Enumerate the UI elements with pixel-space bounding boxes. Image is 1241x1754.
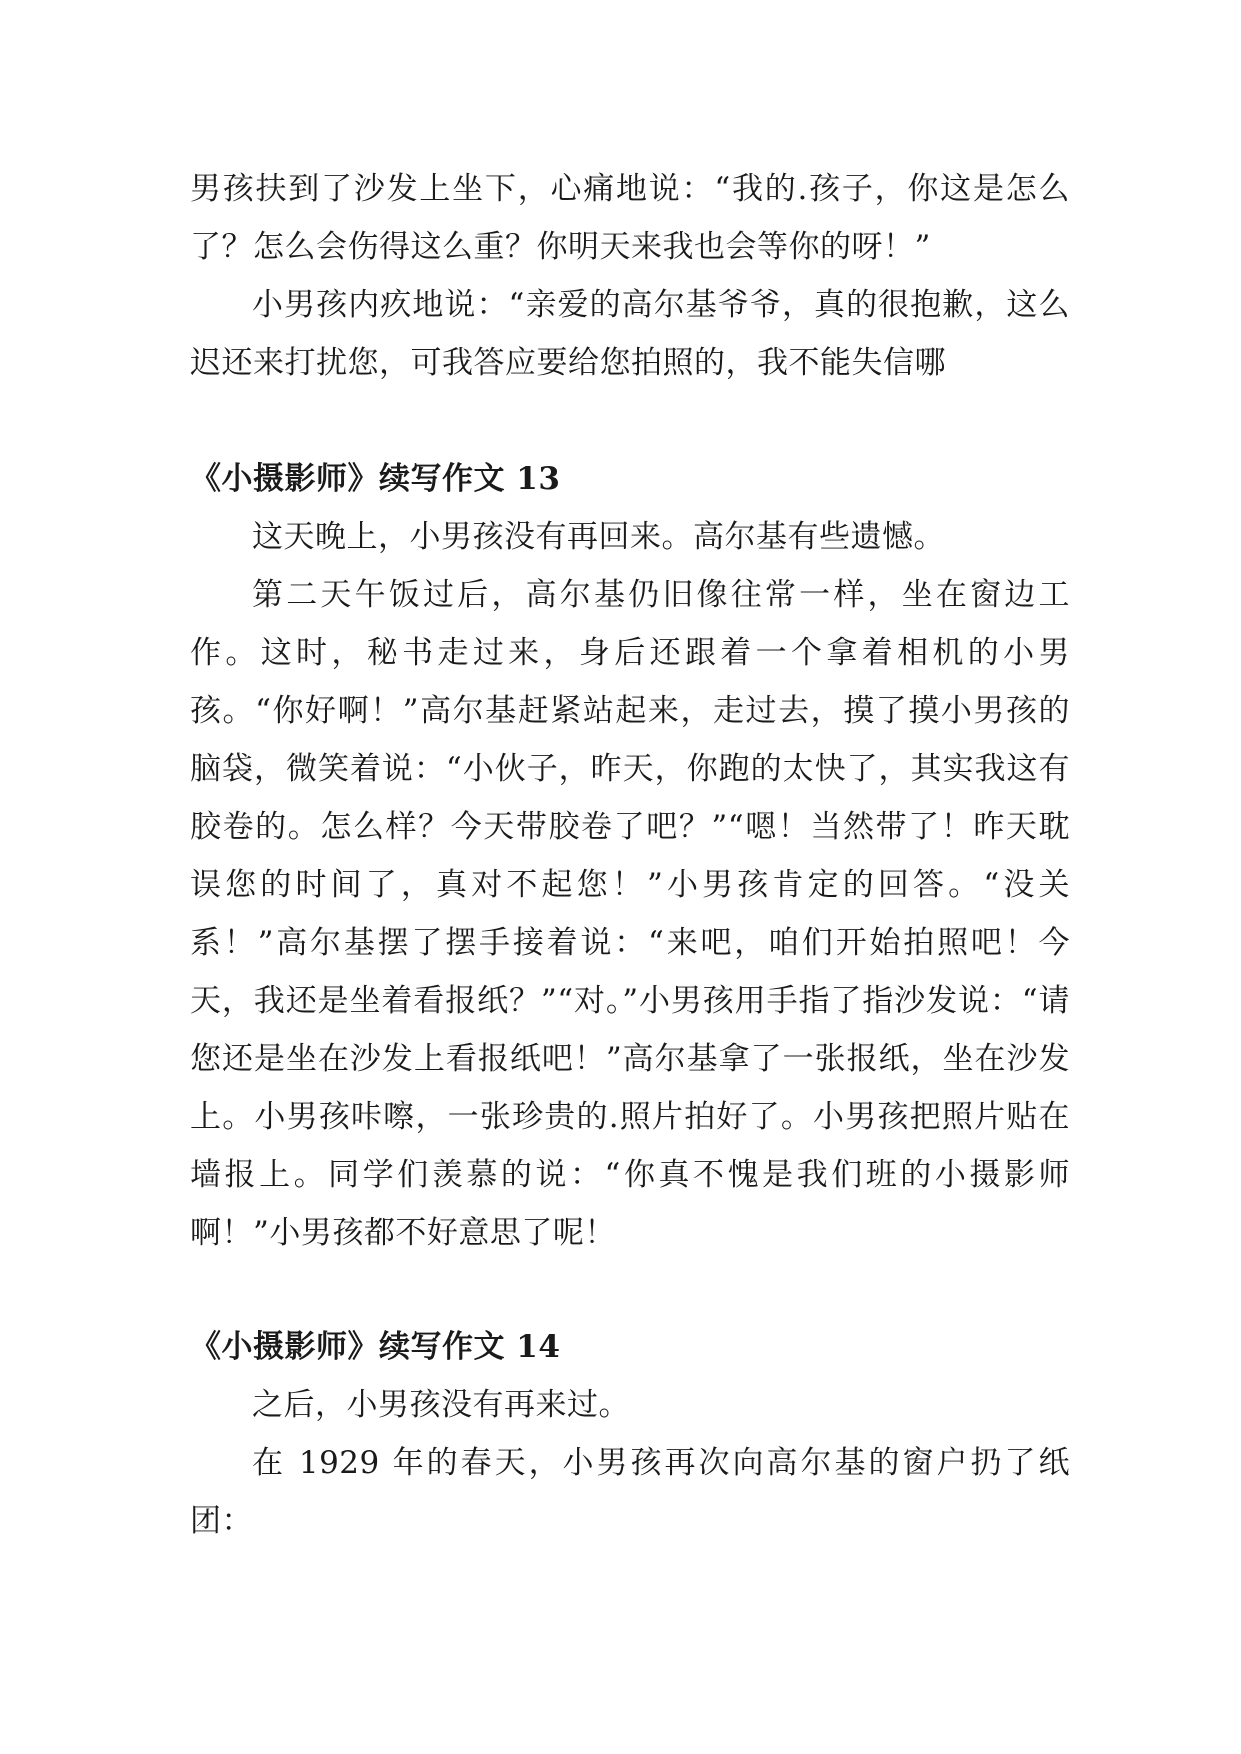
essay-section-14 [190, 1318, 1070, 1550]
paragraph: 这天晚上，小男孩没有再回来。高尔基有些遗憾。 [252, 519, 945, 555]
paragraph: 在 1929 年的春天，小男孩再次向高尔基的窗户扔了纸团： [190, 1445, 1070, 1539]
paragraph: 小男孩内疚地说：“亲爱的高尔基爷爷，真的很抱歉，这么迟还来打扰您，可我答应要给您拍照的，我不能失信哪 [190, 287, 1070, 381]
essay-section-13 [190, 450, 1070, 1262]
paragraph: 第二天午饭过后，高尔基仍旧像往常一样，坐在窗边工作。这时，秘书走过来，身后还跟着一个拿着相机的小男孩。“你好啊！”高尔基赶紧站起来，走过去，摸了摸小男孩的脑袋，微笑着说：“小伙子，昨天，你跑的太快了，其实我这有胶卷的。怎么样？今天带胶卷了吧？”“嗯！当然带了！昨天耽误您的时间了，真对不起您！”小男孩肯定的回答。“没关系！”高尔基摆了摆手接着说：“来吧，咱们开始拍照吧！今天，我还是坐着看报纸？”“对。”小男孩用手指了指沙发说：“请您还是坐在沙发上看报纸吧！”高尔基拿了一张报纸，坐在沙发上。小男孩咔嚓，一张珍贵的.照片拍好了。小男孩把照片贴在墙报上。同学们羡慕的说：“你真不愧是我们班的小摄影师啊！”小男孩都不好意思了呢！ [190, 577, 1070, 1251]
paragraph: 之后，小男孩没有再来过。 [252, 1387, 630, 1423]
section-heading: 《小摄影师》续写作文 13 [190, 461, 561, 497]
continued-text-block [190, 160, 1070, 392]
section-heading: 《小摄影师》续写作文 14 [190, 1329, 561, 1365]
paragraph: 男孩扶到了沙发上坐下，心痛地说：“我的.孩子，你这是怎么了？怎么会伤得这么重？你明天来我也会等你的呀！” [190, 171, 1070, 265]
